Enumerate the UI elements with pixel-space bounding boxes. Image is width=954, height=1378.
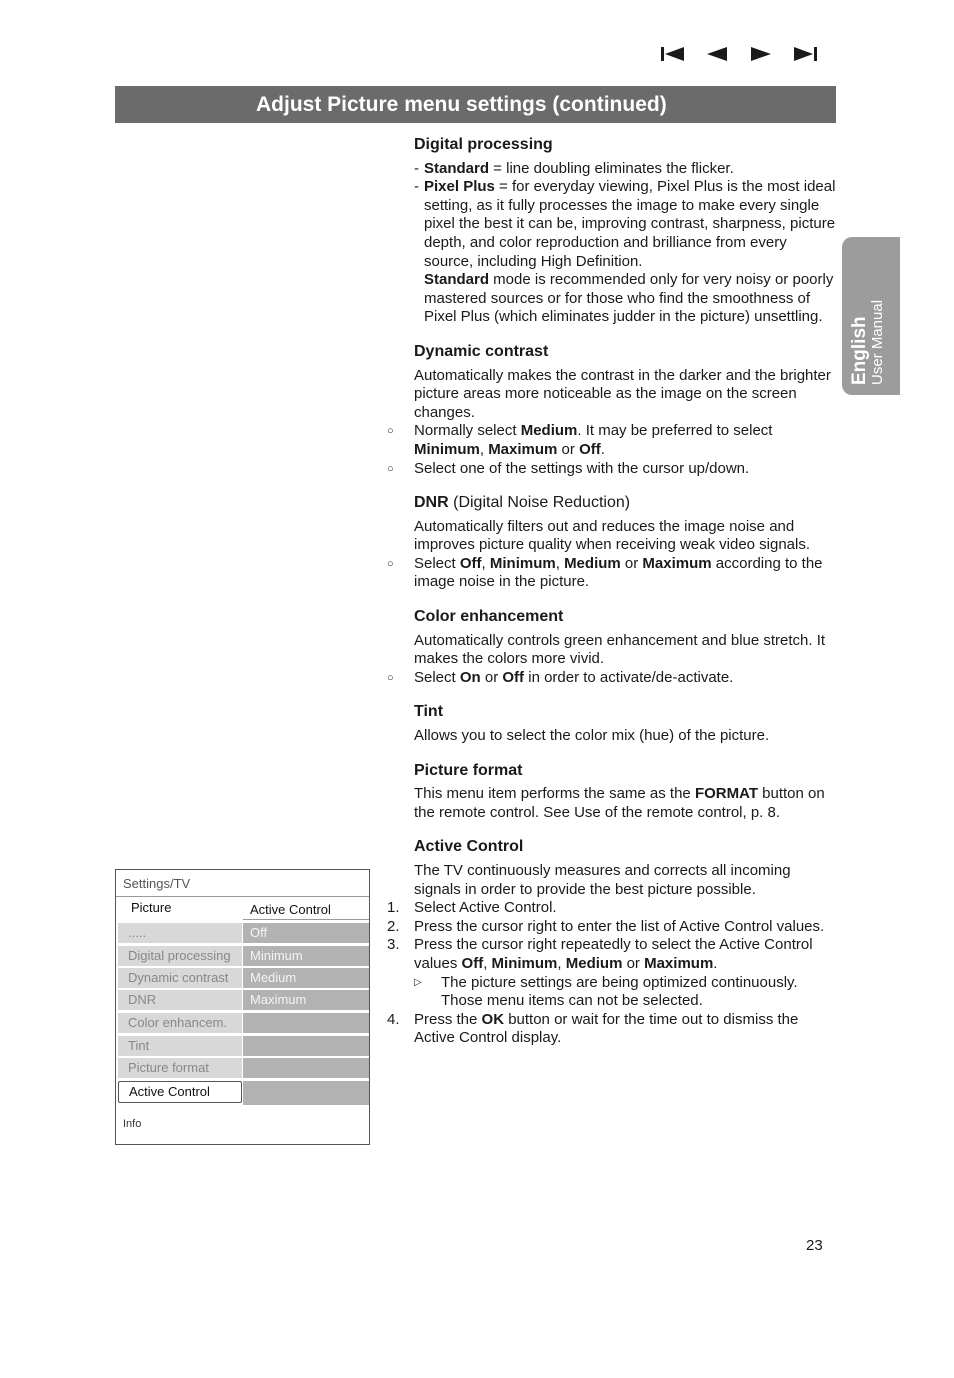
circle-bullet-icon: ○ [387, 425, 394, 438]
main-content [387, 136, 837, 1064]
menu-option-empty [243, 1036, 369, 1056]
menu-item-digital-processing[interactable]: Digital processing [118, 946, 242, 966]
tv-settings-menu [115, 869, 370, 1145]
list-item: ○ Normally select Medium. It may be preferred to select Minimum, Maximum or Off. [387, 422, 773, 458]
list-item: ○ Select one of the settings with the cursor up/down. [387, 459, 750, 477]
term: Pixel Plus [424, 178, 495, 196]
menu-option-minimum[interactable]: Minimum [243, 946, 369, 966]
list-item: - Pixel Plus = for everyday viewing, Pixel Plus is the most ideal setting, as it fully processes the image to make every single pixel the best it can be, improving contrast, sharpness, picture depth, and color reproduction and brilliance from every source, including High Definition. [414, 178, 836, 270]
circle-bullet-icon: ○ [387, 671, 394, 684]
section-heading: Picture format [414, 761, 523, 779]
menu-item-color-enhancement[interactable]: Color enhancem. [118, 1013, 242, 1033]
section-heading: Digital processing [414, 136, 553, 153]
language-label: English [849, 316, 870, 385]
menu-option-medium[interactable]: Medium [243, 968, 369, 988]
section-heading: Active Control [414, 838, 524, 856]
circle-bullet-icon: ○ [387, 557, 394, 570]
next-triangle-icon[interactable] [748, 44, 776, 64]
page-title-banner [115, 86, 836, 123]
section-tint [387, 703, 837, 745]
list-item: ○ Select On or Off in order to activate/de-activate. [387, 668, 734, 686]
section-heading: Dynamic contrast [414, 342, 549, 360]
section-heading: Tint [414, 703, 444, 721]
menu-option-maximum[interactable]: Maximum [243, 990, 369, 1010]
language-side-tab [842, 237, 900, 395]
page-title: Adjust Picture menu settings (continued) [256, 93, 667, 116]
user-manual-label: User Manual [869, 299, 886, 385]
skip-to-first-icon[interactable] [660, 44, 688, 64]
list-item: - Standard = line doubling eliminates the flicker. [414, 159, 734, 177]
section-heading: DNR (Digital Noise Reduction) [414, 494, 631, 512]
paragraph: Allows you to select the color mix (hue) of the picture. [414, 727, 770, 745]
menu-header-right: Active Control [243, 900, 369, 920]
section-picture-format [387, 762, 837, 823]
term-description: = for everyday viewing, Pixel Plus is the most ideal setting, as it fully processes the image to make every single pixel the best it can be, improving contrast, sharpness, picture depth, and color reproduction and brilliance from every source, including High Definition. [424, 178, 836, 270]
menu-item-tint[interactable]: Tint [118, 1036, 242, 1056]
menu-option-empty [243, 1081, 369, 1105]
menu-title: Settings/TV [123, 876, 191, 891]
section-dnr [387, 494, 837, 592]
note-item: ▷ The picture settings are being optimized continuously. Those menu items can not be selected. [414, 973, 798, 1010]
menu-header-left: Picture [131, 900, 172, 915]
section-dynamic-contrast [387, 343, 837, 478]
skip-to-last-icon[interactable] [792, 44, 820, 64]
previous-triangle-icon[interactable] [704, 44, 732, 64]
step-item: 2. Press the cursor right to enter the list of Active Control values. [387, 917, 825, 935]
step-item: 4. Press the OK button or wait for the time out to dismiss the Active Control display. [387, 1010, 799, 1047]
step-item: 1. Select Active Control. [387, 899, 557, 917]
menu-option-off[interactable]: Off [243, 923, 369, 943]
term: Standard [424, 159, 490, 177]
menu-option-empty [243, 1058, 369, 1078]
menu-item-active-control-selected[interactable]: Active Control [118, 1081, 242, 1103]
term-description: = line doubling eliminates the flicker. [489, 159, 734, 177]
menu-item-dynamic-contrast[interactable]: Dynamic contrast [118, 968, 242, 988]
term-description: mode is recommended only for very noisy or poorly mastered sources or for those who find the smoothness of Pixel Plus (which eliminates judder in the picture) unsettling. [424, 271, 834, 326]
paragraph: This menu item performs the same as the FORMAT button on the remote control. See Use of the remote control, p. 8. [414, 785, 825, 821]
section-active-control [387, 838, 837, 1048]
paragraph: Automatically makes the contrast in the darker and the brighter picture areas more noticeable as the image on the screen changes. [414, 366, 831, 421]
step-item: 3. Press the cursor right repeatedly to select the Active Control values Off, Minimum, Medium or Maximum. [387, 936, 813, 972]
menu-item-picture-format[interactable]: Picture format [118, 1058, 242, 1078]
paragraph: The TV continuously measures and corrects all incoming signals in order to provide the best picture possible. [414, 862, 791, 898]
menu-option-empty [243, 1013, 369, 1033]
page-number: 23 [806, 1237, 823, 1254]
small-triangle-icon: ▷ [414, 976, 422, 988]
paragraph: Automatically controls green enhancement and blue stretch. It makes the colors more vivid. [414, 631, 826, 668]
menu-info-label: Info [123, 1118, 142, 1130]
menu-item-dnr[interactable]: DNR [118, 990, 242, 1010]
section-digital-processing [387, 136, 837, 327]
menu-item-ellipsis[interactable]: ..... [118, 923, 242, 943]
paragraph: Automatically filters out and reduces the image noise and improves picture quality when receiving weak video signals. [414, 517, 811, 554]
section-heading: Color enhancement [414, 608, 564, 626]
paragraph [424, 271, 837, 327]
page-navigation [660, 44, 820, 64]
section-color-enhancement [387, 608, 837, 687]
term: Standard [424, 271, 490, 289]
circle-bullet-icon: ○ [387, 462, 394, 475]
list-item: ○ Select Off, Minimum, Medium or Maximum according to the image noise in the picture. [387, 554, 823, 591]
